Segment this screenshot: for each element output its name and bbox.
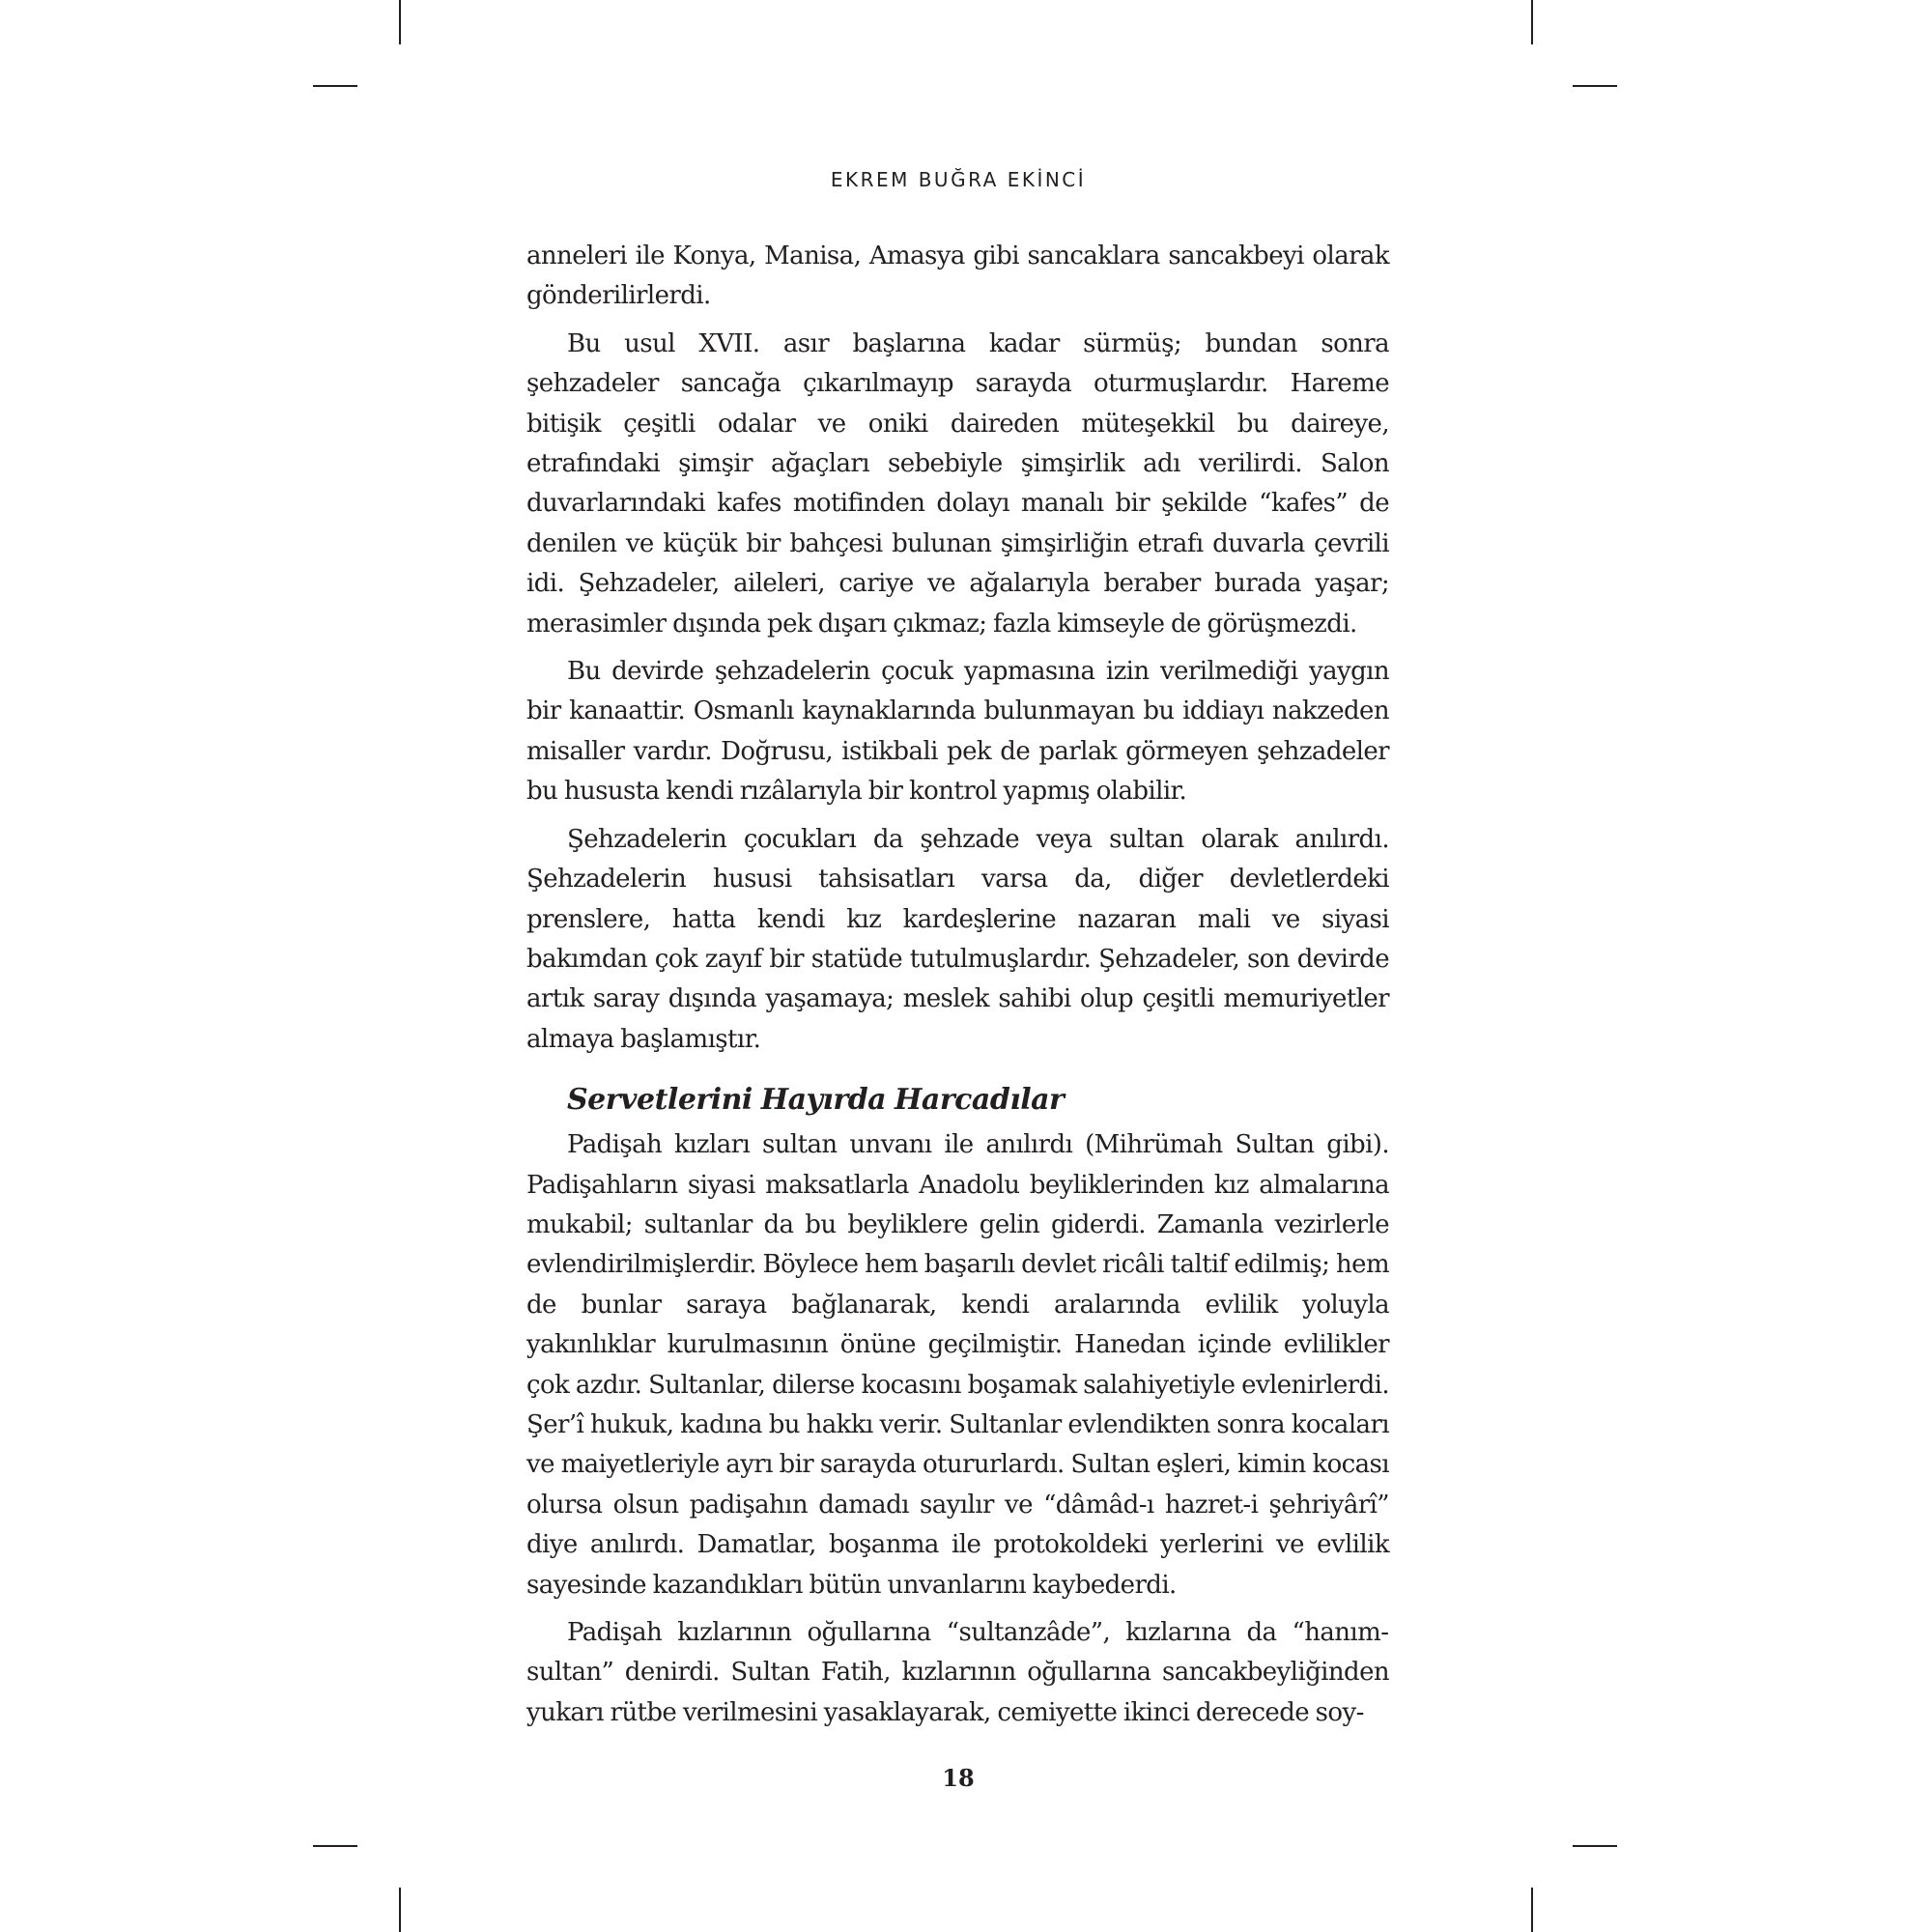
crop-mark-top-right-h — [1573, 85, 1617, 87]
crop-mark-bottom-left-h — [313, 1845, 357, 1847]
page-body — [526, 237, 1389, 1741]
paragraph-3: Bu devirde şehzadelerin çocuk yapmasına izin verilmediği yaygın bir kanaattir. Osmanlı kaynaklarında bulunmayan bu iddiayı nakzeden misaller vardır. Doğrusu, istikbali pek de parlak görmeyen şehzadeler bu hususta kendi rızâlarıyla bir kontrol yapmış olabilir. — [526, 657, 1389, 807]
running-head: EKREM BUĞRA EKİNCİ — [830, 168, 1087, 191]
section-heading: Servetlerini Hayırda Harcadılar — [567, 1083, 1065, 1118]
crop-mark-bottom-right — [1531, 1888, 1533, 1932]
paragraph-2: Bu usul XVII. asır başlarına kadar sürmüş; bundan sonra şehzadeler sancağa çıkarılmayıp sarayda oturmuşlardır. Hareme bitişik çeşitli odalar ve oniki daireden müteşekkil bu daireye, etrafındaki şimşir ağaçları sebebiyle şimşirlik adı verilirdi. Salon duvarlarındaki kafes motifinden dolayı manalı bir şekilde “kafes” de denilen ve küçük bir bahçesi bulunan şimşirliğin etrafı duvarla çevrili idi. Şehzadeler, aileleri, cariye ve ağalarıyla beraber burada yaşar; merasimler dışında pek dışarı çıkmaz; fazla kimseyle de görüşmezdi. — [526, 328, 1389, 639]
paragraph-4: Şehzadelerin çocukları da şehzade veya sultan olarak anılırdı. Şehzadelerin hususi tahsisatları varsa da, diğer devletlerdeki prenslere, hatta kendi kız kardeşlerine nazaran mali ve siyasi bakımdan çok zayıf bir statüde tutulmuşlardır. Şehzadeler, son devirde artık saray dışında yaşamaya; meslek sahibi olup çeşitli memuriyetler almaya başlamıştır. — [526, 824, 1389, 1054]
crop-mark-bottom-right-h — [1573, 1845, 1617, 1847]
page-number: 18 — [942, 1764, 975, 1792]
crop-mark-bottom-left — [399, 1888, 401, 1932]
paragraph-5: Padişah kızları sultan unvanı ile anılırdı (Mihrümah Sultan gibi). Padişahların siyasi maksatlarla Anadolu beyliklerinden kız almalarına mukabil; sultanlar da bu beyliklere gelin giderdi. Zamanla vezirlerle evlendirilmişlerdir. Böylece hem başarılı devlet ricâli taltif edilmiş; hem de bunlar saraya bağlanarak, kendi aralarında evlilik yoluyla yakınlıklar kurulmasının önüne geçilmiştir. Hanedan içinde evlilikler çok azdır. Sultanlar, dilerse kocasını boşamak salahiyetiyle evlenirlerdi. Şer’î hukuk, kadına bu hakkı verir. Sultanlar evlendikten sonra kocaları ve maiyetleriyle ayrı bir sarayda otururlardı. Sultan eşleri, kimin kocası olursa olsun padişahın damadı sayılır ve “dâmâd-ı hazret-i şehriyârî” diye anılırdı. Damatlar, boşanma ile protokoldeki yerlerini ve evlilik sayesinde kazandıkları bütün unvanlarını kaybederdi. — [526, 1130, 1389, 1600]
crop-mark-top-right — [1531, 0, 1533, 44]
crop-mark-top-left — [399, 0, 401, 44]
paragraph-1: anneleri ile Konya, Manisa, Amasya gibi sancaklara sancakbeyi olarak gönderilirlerdi. — [526, 242, 1389, 311]
crop-mark-top-left-h — [313, 85, 357, 87]
paragraph-6: Padişah kızlarının oğullarına “sultanzâde”, kızlarına da “hanımsultan” denirdi. Sultan Fatih, kızlarının oğullarına sancakbeyliğinden yukarı rütbe verilmesini yasaklayarak, cemiyette ikinci derecede soy- — [526, 1618, 1389, 1727]
